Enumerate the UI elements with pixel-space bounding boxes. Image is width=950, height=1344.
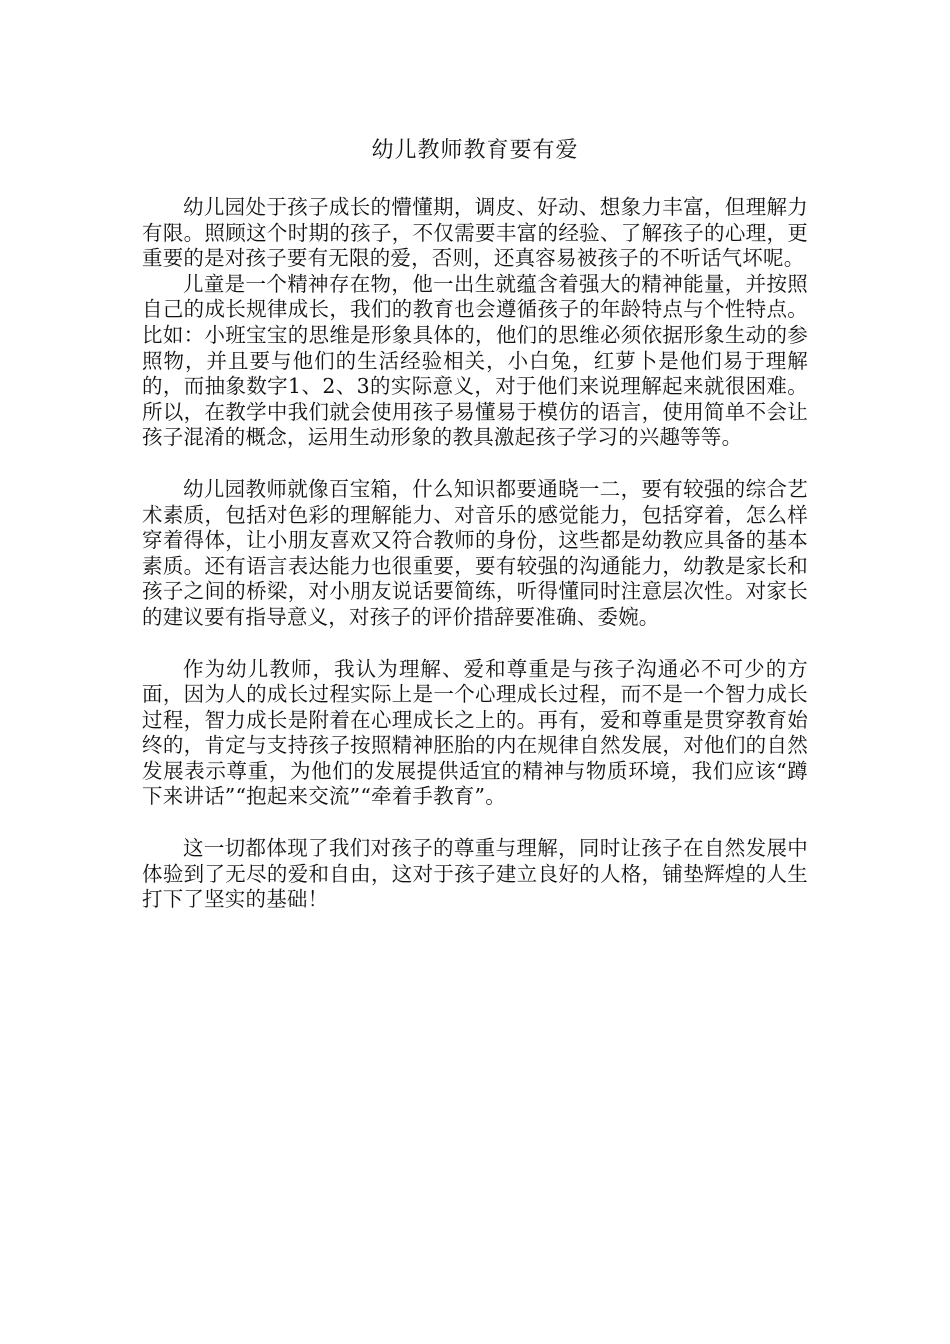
document-body	[142, 195, 808, 913]
paragraph-2: 儿童是一个精神存在物，他一出生就蕴含着强大的精神能量，并按照自己的成长规律成长，我们的教育也会遵循孩子的年龄特点与个性特点。比如：小班宝宝的思维是形象具体的，他们的思维必须依据形象生动的参照物，并且要与他们的生活经验相关，小白兔，红萝卜是他们易于理解的，而抽象数字1、2、3的实际意义，对于他们来说理解起来就很困难。所以，在教学中我们就会使用孩子易懂易于模仿的语言，使用简单不会让孩子混淆的概念，运用生动形象的教具激起孩子学习的兴趣等等。	[142, 271, 808, 450]
document-title: 幼儿教师教育要有爱	[371, 138, 579, 163]
paragraph-5: 这一切都体现了我们对孩子的尊重与理解，同时让孩子在自然发展中体验到了无尽的爱和自由，这对于孩子建立良好的人格，铺垫辉煌的人生打下了坚实的基础！	[142, 836, 808, 912]
paragraph-3: 幼儿园教师就像百宝箱，什么知识都要通晓一二，要有较强的综合艺术素质，包括对色彩的理解能力、对音乐的感觉能力，包括穿着，怎么样穿着得体，让小朋友喜欢又符合教师的身份，这些都是幼教应具备的基本素质。还有语言表达能力也很重要，要有较强的沟通能力，幼教是家长和孩子之间的桥梁，对小朋友说话要简练，听得懂同时注意层次性。对家长的建议要有指导意义，对孩子的评价措辞要准确、委婉。	[142, 476, 808, 629]
paragraph-4: 作为幼儿教师，我认为理解、爱和尊重是与孩子沟通必不可少的方面，因为人的成长过程实际上是一个心理成长过程，而不是一个智力成长过程，智力成长是附着在心理成长之上的。再有，爱和尊重是贯穿教育始终的，肯定与支持孩子按照精神胚胎的内在规律自然发展，对他们的自然发展表示尊重，为他们的发展提供适宜的精神与物质环境，我们应该“蹲下来讲话”“抱起来交流”“牵着手教育”。	[142, 656, 808, 809]
paragraph-1: 幼儿园处于孩子成长的懵懂期，调皮、好动、想象力丰富，但理解力有限。照顾这个时期的孩子，不仅需要丰富的经验、了解孩子的心理，更重要的是对孩子要有无限的爱，否则，还真容易被孩子的不听话气坏呢。	[142, 195, 808, 271]
